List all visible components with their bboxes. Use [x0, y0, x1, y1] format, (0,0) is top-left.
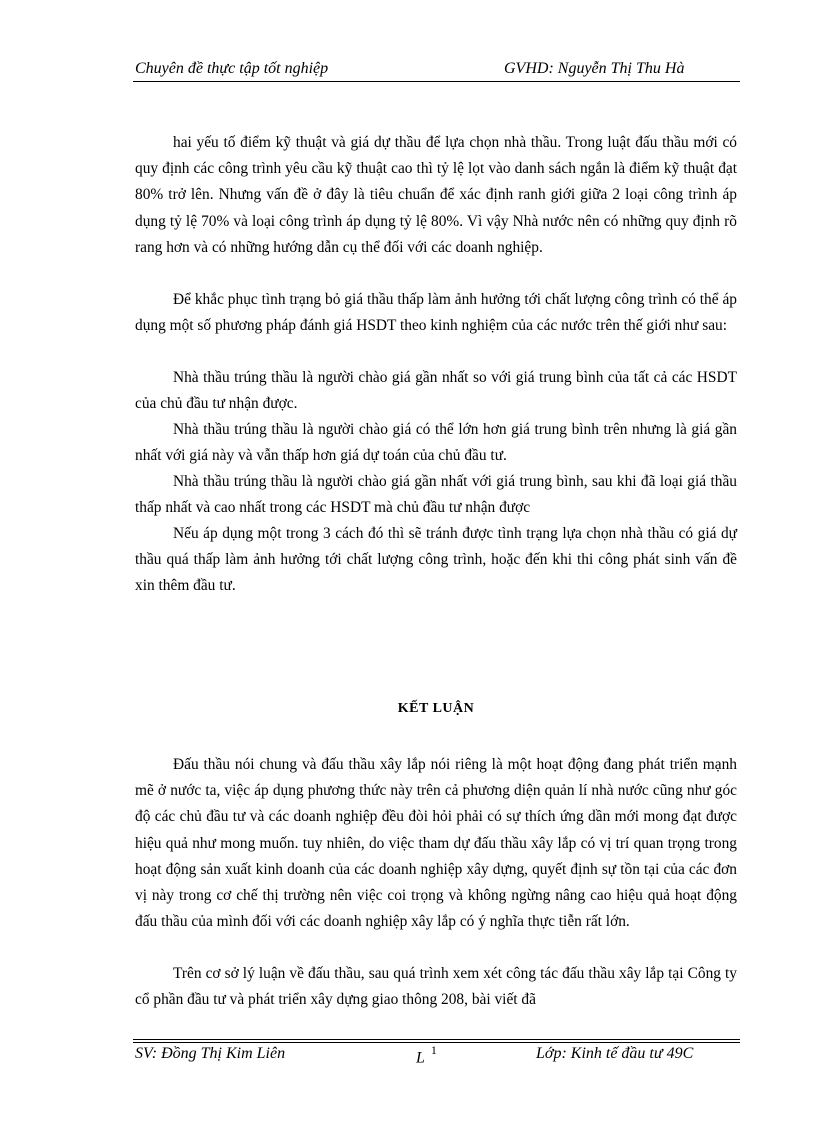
page-header: [133, 58, 740, 80]
section-title: KẾT LUẬN: [397, 701, 475, 716]
body-paragraph: Nhà thầu trúng thầu là người chào giá gần nhất so với giá trung bình của tất cả các HSDT của chủ đầu tư nhận được.: [135, 369, 737, 413]
conclusion-paragraph: Trên cơ sở lý luận về đấu thầu, sau quá trình xem xét công tác đấu thầu xây lắp tại Công ty cổ phần đầu tư và phát triển xây dựng giao thông 208, bài viết đã: [135, 965, 737, 1009]
footer-page: [416, 1045, 437, 1067]
body-paragraph: Nếu áp dụng một trong 3 cách đó thì sẽ tránh được tình trạng lựa chọn nhà thầu có giá dự thầu quá thấp làm ảnh hưởng tới chất lượng công trình, hoặc đến khi thi công phát sinh vấn đề xin thêm đầu tư.: [135, 525, 737, 595]
body-paragraph: Để khắc phục tình trạng bỏ giá thầu thấp làm ảnh hưởng tới chất lượng công trình có thể áp dụng một số phương pháp đánh giá HSDT theo kinh nghiệm của các nước trên thế giới như sau:: [135, 291, 737, 335]
footer-rule: [133, 1039, 740, 1040]
header-topic: Chuyên đề thực tập tốt nghiệp: [135, 60, 329, 77]
header-supervisor: GVHD: Nguyễn Thị Thu Hà: [504, 60, 685, 77]
conclusion-paragraph: Đấu thầu nói chung và đấu thầu xây lắp nói riêng là một hoạt động đang phát triển mạnh mẽ ở nước ta, việc áp dụng phương thức này trên cả phương diện quản lí nhà nước cũng như góc độ các chủ đầu tư và các doanh nghiệp đều đòi hỏi phải có sự thích ứng dần mới mong đạt được hiệu quả như mong muốn. tuy nhiên, do việc tham dự đấu thầu xây lắp có vị trí quan trọng trong hoạt động sản xuất kinh doanh của các doanh nghiệp xây dựng, quyết định sự tồn tại của các đơn vị này trong cơ chế thị trường nên việc coi trọng và không ngừng nâng cao hiệu quả hoạt động đấu thầu của mình đối với các doanh nghiệp xây lắp có ý nghĩa thực tiễn rất lớn.: [135, 756, 737, 931]
page-footer: [133, 1045, 740, 1067]
page-number: 1: [430, 1043, 437, 1057]
body-paragraph: Nhà thầu trúng thầu là người chào giá có thể lớn hơn giá trung bình trên nhưng là giá gần nhất với giá này và vẫn thấp hơn giá dự toán của chủ đầu tư.: [135, 421, 737, 465]
footer-class: Lớp: Kinh tế đầu tư 49C: [536, 1045, 694, 1062]
body-paragraph: hai yếu tố điểm kỹ thuật và giá dự thầu để lựa chọn nhà thầu. Trong luật đấu thầu mới có quy định các công trình yêu cầu kỹ thuật cao thì tỷ lệ lọt vào danh sách ngắn là điểm kỹ thuật đạt 80% trở lên. Nhưng vấn đề ở đây là tiêu chuẩn để xác định ranh giới giữa 2 loại công trình áp dụng tỷ lệ 70% và loại công trình áp dụng tỷ lệ 80%. Vì vậy Nhà nước nên có những quy định rõ rang hơn và có những hướng dẫn cụ thể đối với các doanh nghiệp.: [135, 134, 737, 256]
footer-student: SV: Đồng Thị Kim Liên: [135, 1045, 286, 1062]
header-rule: [133, 81, 740, 82]
body-paragraph: Nhà thầu trúng thầu là người chào giá gần nhất với giá trung bình, sau khi đã loại giá thầu thấp nhất và cao nhất trong các HSDT mà chủ đầu tư nhận được: [135, 473, 737, 517]
footer-page-letter: L: [416, 1049, 425, 1067]
